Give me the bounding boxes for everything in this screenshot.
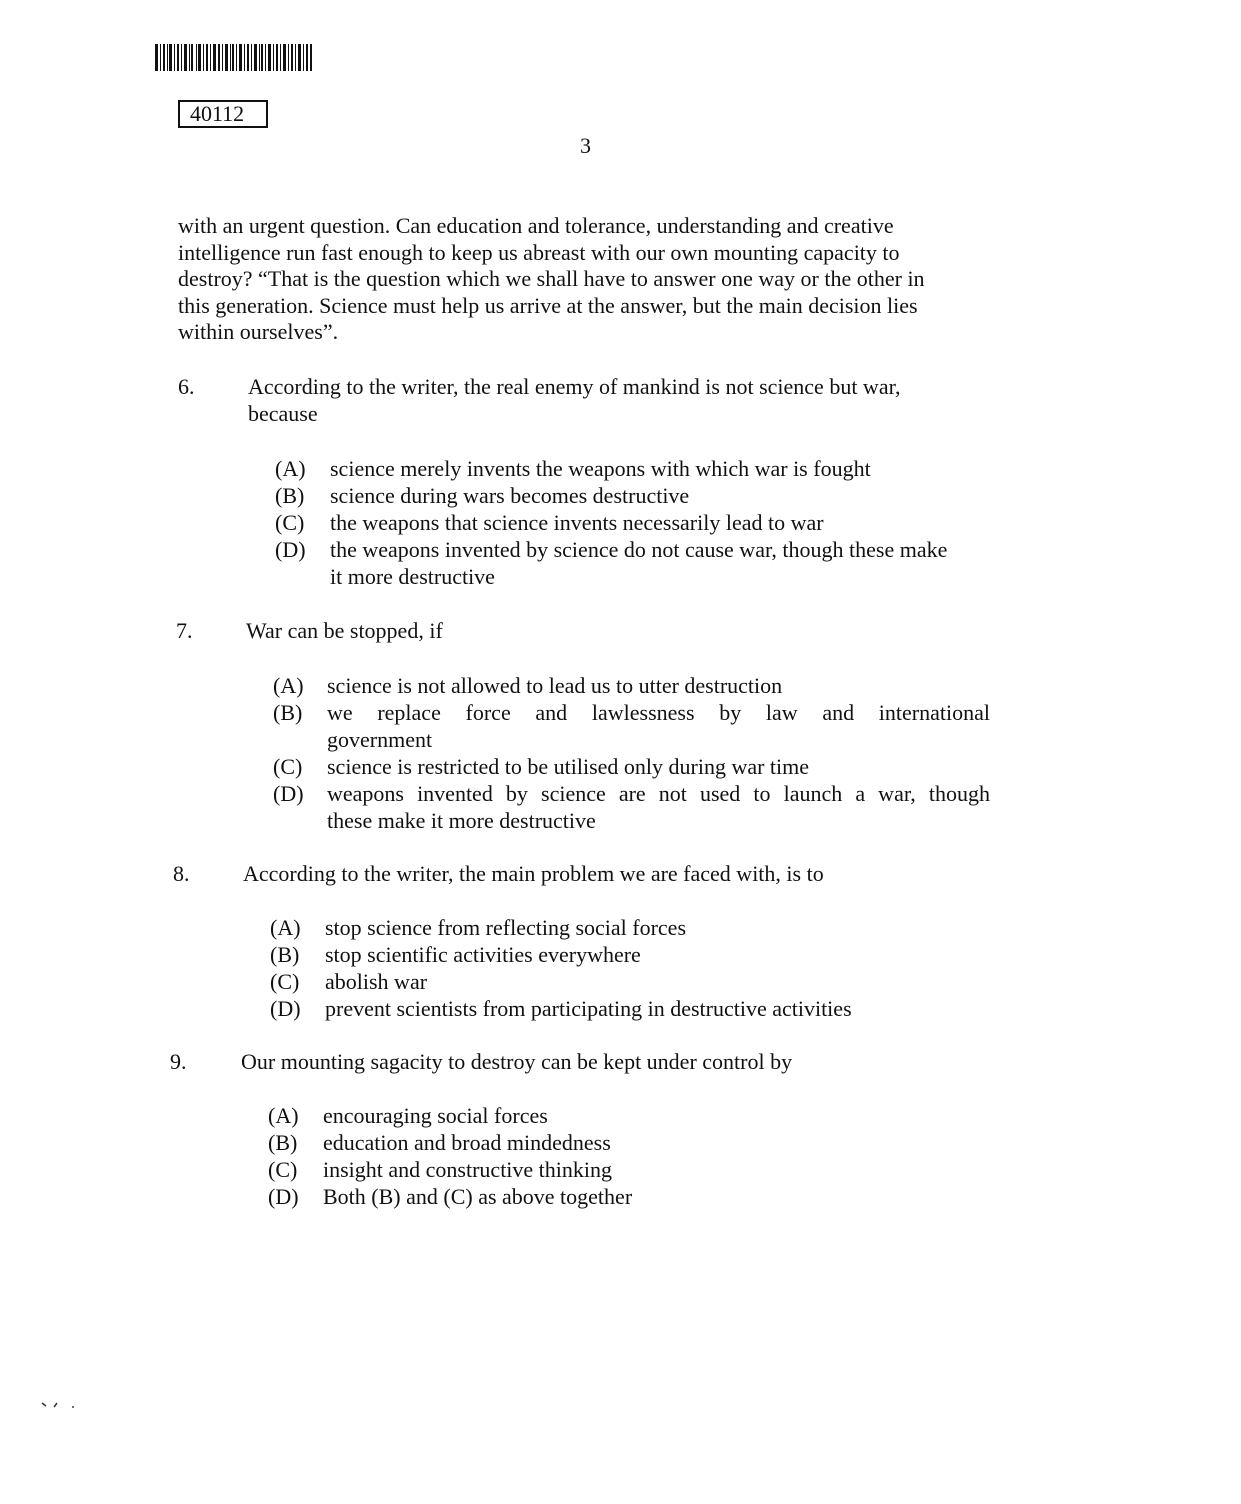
option-letter: (A) — [268, 1103, 299, 1128]
option-text: science is restricted to be utilised only during war time — [327, 754, 810, 779]
option-text: the weapons that science invents necessarily lead to war — [330, 510, 824, 535]
option-text: science during wars becomes destructive — [330, 483, 690, 508]
question-7-text — [246, 618, 991, 645]
passage — [178, 213, 994, 346]
option-letter: (B) — [275, 483, 305, 508]
question-8-option-c — [270, 969, 990, 996]
option-text — [327, 781, 990, 834]
option-letter: (D) — [273, 781, 304, 806]
question-line: War can be stopped, if — [246, 618, 443, 643]
question-line: Our mounting sagacity to destroy can be kept under control by — [241, 1049, 793, 1074]
question-9-number: 9. — [170, 1049, 187, 1074]
option-text: prevent scientists from participating in destructive activities — [325, 996, 852, 1021]
option-letter: (D) — [275, 537, 306, 562]
option-text: Both (B) and (C) as above together — [323, 1184, 633, 1209]
question-7-number: 7. — [176, 618, 193, 643]
passage-line: destroy? “That is the question which we shall have to answer one way or the other in — [178, 266, 925, 291]
option-line: it more destructive — [330, 563, 495, 589]
option-letter: (C) — [275, 510, 305, 535]
option-line: we replace force and lawlessness by law and international — [327, 700, 990, 725]
passage-line: with an urgent question. Can education and tolerance, understanding and creative — [178, 213, 894, 238]
option-line: government — [327, 726, 433, 752]
option-line: these make it more destructive — [327, 807, 596, 833]
question-9-option-d — [268, 1184, 988, 1211]
question-8-text — [243, 861, 988, 888]
question-6-number: 6. — [178, 374, 195, 399]
scan-speck-marks — [40, 1398, 80, 1410]
option-letter: (B) — [270, 942, 300, 967]
question-9-text — [241, 1049, 986, 1076]
option-text: stop science from reflecting social forces — [325, 915, 687, 940]
option-letter: (B) — [273, 700, 303, 725]
question-7-option-c — [273, 754, 990, 781]
question-8-option-b — [270, 942, 990, 969]
question-7-option-b — [273, 700, 990, 754]
option-text — [327, 700, 990, 753]
option-text: stop scientific activities everywhere — [325, 942, 641, 967]
question-9-option-a — [268, 1103, 988, 1130]
option-text — [330, 537, 995, 590]
question-line: According to the writer, the real enemy of mankind is not science but war, — [248, 374, 901, 399]
option-text: science merely invents the weapons with which war is fought — [330, 456, 871, 481]
paper-code: 40112 — [190, 101, 245, 126]
option-letter: (B) — [268, 1130, 298, 1155]
question-9-option-b — [268, 1130, 988, 1157]
option-text: encouraging social forces — [323, 1103, 548, 1128]
question-8-option-a — [270, 915, 990, 942]
question-8-option-d — [270, 996, 990, 1023]
question-6-option-d — [275, 537, 995, 591]
option-letter: (A) — [270, 915, 301, 940]
option-letter: (C) — [273, 754, 303, 779]
option-text: abolish war — [325, 969, 428, 994]
option-letter: (C) — [270, 969, 300, 994]
question-6-option-a — [275, 456, 995, 483]
option-line: weapons invented by science are not used to launch a war, though — [327, 781, 990, 806]
option-text: insight and constructive thinking — [323, 1157, 613, 1182]
barcode — [155, 44, 312, 71]
question-line: According to the writer, the main problem we are faced with, is to — [243, 861, 824, 886]
question-6-text — [248, 374, 993, 427]
option-text: education and broad mindedness — [323, 1130, 611, 1155]
question-7-option-d — [273, 781, 990, 835]
question-line: because — [248, 400, 318, 426]
question-6-option-c — [275, 510, 995, 537]
passage-line: intelligence run fast enough to keep us abreast with our own mounting capacity to — [178, 239, 900, 265]
option-line: the weapons invented by science do not cause war, though these make — [330, 537, 948, 562]
option-letter: (D) — [270, 996, 301, 1021]
option-letter: (A) — [275, 456, 306, 481]
option-letter: (A) — [273, 673, 304, 698]
page-number: 3 — [580, 133, 591, 158]
option-letter: (C) — [268, 1157, 298, 1182]
option-letter: (D) — [268, 1184, 299, 1209]
passage-line: within ourselves”. — [178, 319, 339, 344]
option-text: science is not allowed to lead us to utter destruction — [327, 673, 783, 698]
question-8-number: 8. — [173, 861, 190, 886]
question-9-option-c — [268, 1157, 988, 1184]
question-7-option-a — [273, 673, 990, 700]
question-6-option-b — [275, 483, 995, 510]
paper-code-box — [178, 100, 268, 128]
passage-line: this generation. Science must help us arrive at the answer, but the main decision lies — [178, 292, 918, 318]
